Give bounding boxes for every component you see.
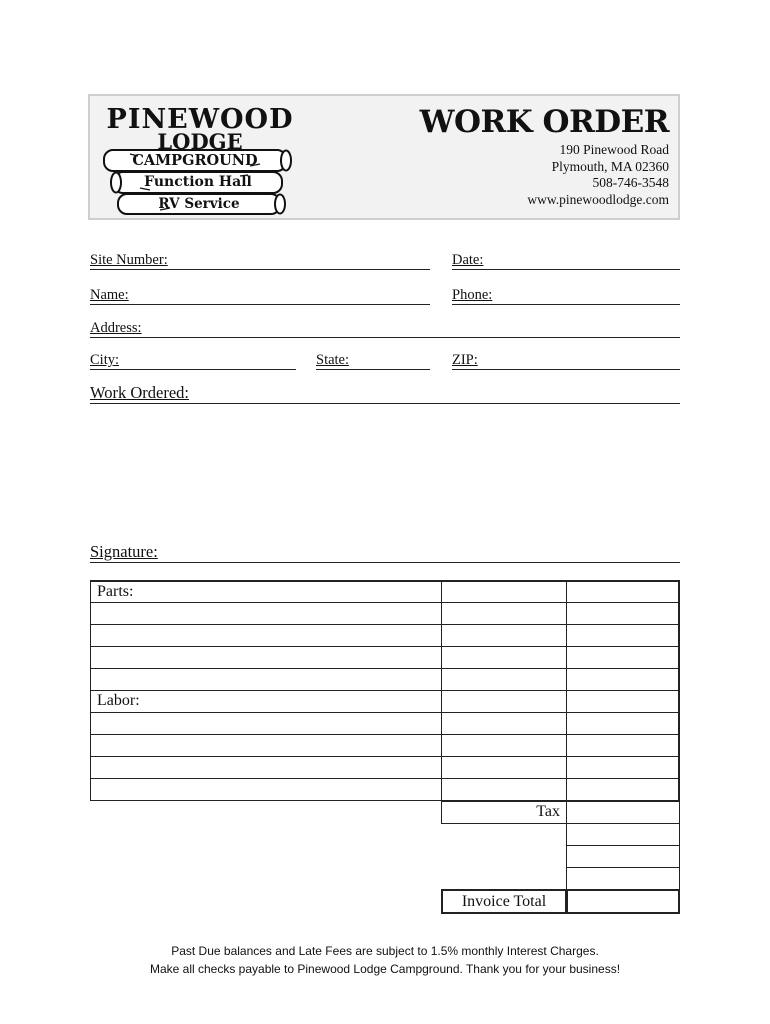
- labor-label: Labor:: [97, 692, 140, 709]
- quantity-cell[interactable]: [441, 734, 567, 757]
- work-ordered-field[interactable]: [90, 384, 680, 404]
- website: www.pinewoodlodge.com: [527, 191, 669, 207]
- quantity-cell[interactable]: [441, 778, 567, 801]
- amount-cell[interactable]: [566, 602, 680, 625]
- city-field[interactable]: [90, 352, 296, 370]
- amount-cell[interactable]: [566, 580, 680, 603]
- amount-cell[interactable]: [566, 668, 680, 691]
- address-label: Address:: [90, 320, 142, 336]
- description-cell: [90, 624, 442, 647]
- description-cell: [90, 646, 442, 669]
- site-number-label: Site Number:: [90, 252, 168, 268]
- address-field[interactable]: [90, 320, 680, 338]
- quantity-cell[interactable]: [441, 668, 567, 691]
- header-box: [88, 94, 680, 220]
- labor-label-cell: [90, 690, 442, 713]
- tax-label-cell: [441, 801, 567, 824]
- date-field[interactable]: [452, 252, 680, 270]
- tax-label: Tax: [536, 803, 560, 820]
- name-field[interactable]: [90, 287, 430, 305]
- amount-cell[interactable]: [566, 690, 680, 713]
- subtotal-cell[interactable]: [566, 823, 680, 846]
- city-state-zip: Plymouth, MA 02360: [551, 158, 669, 174]
- parts-label-cell: [90, 580, 442, 603]
- description-cell: [90, 602, 442, 625]
- street-address: 190 Pinewood Road: [559, 142, 669, 157]
- document-title: WORK ORDER: [419, 104, 669, 140]
- footer-late-fees-note: Past Due balances and Late Fees are subject to 1.5% monthly Interest Charges.: [171, 944, 599, 958]
- amount-cell[interactable]: [566, 712, 680, 735]
- subtotal-cell[interactable]: [566, 867, 680, 890]
- signature-label: Signature:: [90, 542, 158, 561]
- quantity-cell[interactable]: [441, 646, 567, 669]
- zip-field[interactable]: [452, 352, 680, 370]
- state-label: State:: [316, 352, 350, 368]
- work-ordered-label: Work Ordered:: [90, 383, 190, 402]
- logo-campground-text: CAMPGROUND: [132, 152, 258, 169]
- city-label: City:: [90, 352, 120, 368]
- logo-pinewood-text: PINEWOOD: [106, 104, 294, 135]
- logo-function-hall-text: Function Hall: [144, 174, 252, 190]
- amount-cell[interactable]: [566, 624, 680, 647]
- description-cell: [90, 778, 442, 801]
- amount-cell[interactable]: [566, 646, 680, 669]
- description-cell: [90, 756, 442, 779]
- footer-payment-note: Make all checks payable to Pinewood Lodge Campground. Thank you for your business!: [149, 962, 621, 976]
- amount-cell[interactable]: [566, 756, 680, 779]
- quantity-cell[interactable]: [441, 712, 567, 735]
- site-number-field[interactable]: [90, 252, 430, 270]
- subtotal-cell[interactable]: [566, 845, 680, 868]
- date-label: Date:: [452, 252, 484, 268]
- description-cell: [90, 734, 442, 757]
- quantity-cell[interactable]: [441, 690, 567, 713]
- quantity-cell[interactable]: [441, 624, 567, 647]
- quantity-cell[interactable]: [441, 756, 567, 779]
- amount-cell[interactable]: [566, 734, 680, 757]
- parts-label: Parts:: [97, 583, 134, 600]
- tax-amount-cell[interactable]: [566, 801, 680, 824]
- phone-label: Phone:: [452, 287, 493, 303]
- phone-field[interactable]: [452, 287, 680, 305]
- description-cell: [90, 712, 442, 735]
- logo-rv-service-text: RV Service: [158, 196, 240, 212]
- zip-label: ZIP:: [452, 352, 478, 368]
- quantity-cell[interactable]: [441, 602, 567, 625]
- name-label: Name:: [90, 287, 129, 303]
- logo-lodge-text: LODGE: [157, 129, 243, 154]
- signature-field[interactable]: [90, 543, 680, 563]
- state-field[interactable]: [316, 352, 430, 370]
- invoice-total-label: Invoice Total: [461, 893, 547, 910]
- quantity-cell[interactable]: [441, 580, 567, 603]
- phone-number: 508-746-3548: [592, 175, 669, 190]
- invoice-total-label-cell: [441, 889, 567, 914]
- description-cell: [90, 668, 442, 691]
- amount-cell[interactable]: [566, 778, 680, 801]
- pinewood-lodge-logo: [100, 102, 300, 218]
- company-info: [420, 102, 669, 208]
- invoice-total-amount-cell[interactable]: [566, 889, 680, 914]
